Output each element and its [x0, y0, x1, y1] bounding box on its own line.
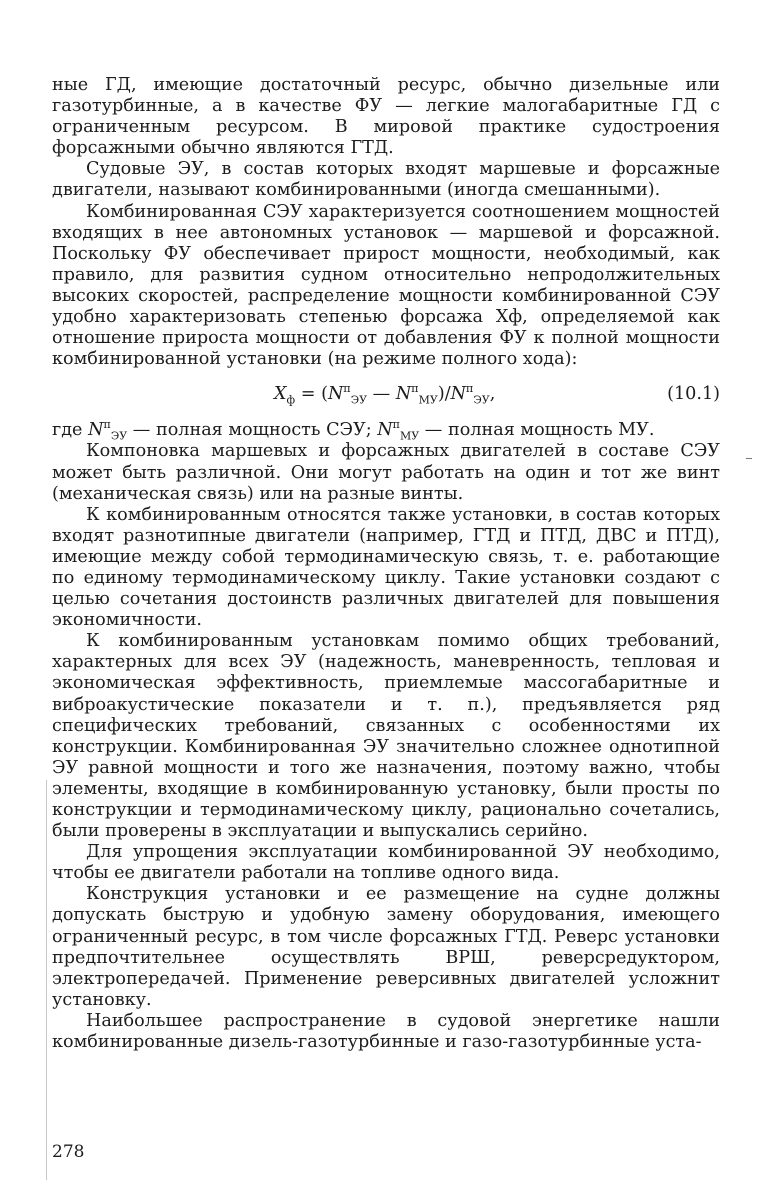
- formula-eq: = (: [295, 384, 328, 405]
- formula-n3-sub: ЭУ: [473, 393, 490, 407]
- formula-n1-sup: п: [343, 382, 351, 396]
- margin-dash-mark: [746, 458, 752, 459]
- formula-end: ,: [489, 384, 496, 405]
- where-n1-sub: ЭУ: [110, 429, 128, 443]
- paragraph-5: К комбинированным относятся также установки, в состав которых входят разнотипные двигатели (например, ГТД и ПТД, ДВС и ПТД), имеющие между собой термодинамическую связь, т. е. работающие по единому термодинамическому циклу. Такие установки создают с целью сочетания достоинств различных двигателей для повышения экономичности.: [52, 504, 720, 631]
- page-number: 278: [52, 1142, 85, 1162]
- formula-n2-sup: п: [411, 382, 419, 396]
- formula-n2: N: [395, 384, 412, 405]
- formula-n1-sub: ЭУ: [350, 393, 368, 407]
- paragraph-8: Конструкция установки и ее размещение на судне должны допускать быструю и удобную замену оборудования, имеющего ограниченный ресурс, в том числе форсажных ГТД. Реверс установки предпочтительнее осуществлять ВРШ, реверсредуктором, электропередачей. Применение реверсивных двигателей усложнит установку.: [52, 884, 720, 1010]
- formula-n2-sub: МУ: [418, 393, 438, 407]
- formula-lhs: X: [274, 384, 287, 405]
- paragraph-4: Компоновка маршевых и форсажных двигателей в составе СЭУ может быть различной. Они могут работать на один и тот же винт (механическая связь) или на разные винты.: [52, 441, 720, 504]
- where-n2-sup: п: [392, 418, 400, 432]
- formula-minus: —: [367, 384, 396, 405]
- where-n2-sub: МУ: [400, 429, 420, 443]
- paragraph-3: Комбинированная СЭУ характеризуется соотношением мощностей входящих в нее автономных установок — маршевой и форсажной. Поскольку ФУ обеспечивает прирост мощности, необходимый, как правило, для развития судном относительно непродолжительных высоких скоростей, распределение мощности комбинированной СЭУ удобно характеризовать степенью форсажа Xф, определяемой как отношение прироста мощности от добавления ФУ к полной мощности комбинированной установки (на режиме полного хода):: [52, 201, 720, 370]
- paragraph-1: ные ГД, имеющие достаточный ресурс, обычно дизельные или газотурбинные, а в качестве ФУ — легкие малогабаритные ГД с ограниченным ресурсом. В мировой практике судостроения форсажными обычно являются ГТД.: [52, 75, 720, 159]
- where-n2: N: [377, 420, 393, 441]
- formula-close: )/: [437, 384, 451, 405]
- equation-number: (10.1): [667, 384, 720, 405]
- paragraph-7: Для упрощения эксплуатации комбинированной ЭУ необходимо, чтобы ее двигатели работали на топливе одного вида.: [52, 842, 720, 884]
- formula-expression: [274, 384, 495, 405]
- paragraph-6: К комбинированным установкам помимо общих требований, характерных для всех ЭУ (надежность, маневренность, тепловая и экономическая эффективность, приемлемые массогабаритные и виброакустические показатели и т. п.), предъявляется ряд специфических требований, связанных с особенностями их конструкции. Комбинированная ЭУ значительно сложнее однотипной ЭУ равной мощности и того же назначения, поэтому важно, чтобы элементы, входящие в комбинированную установку, были просты по конструкции и термодинамическому циклу, рационально сочетались, были проверены в эксплуатации и выпускались серийно.: [52, 631, 720, 842]
- where-start: где: [52, 420, 89, 441]
- where-mid: — полная мощность СЭУ;: [127, 420, 378, 441]
- margin-scan-line: [46, 780, 47, 1180]
- formula-n3-sup: п: [466, 382, 474, 396]
- formula-n3: N: [450, 384, 467, 405]
- paragraph-2: Судовые ЭУ, в состав которых входят маршевые и форсажные двигатели, называют комбинированными (иногда смешанными).: [52, 159, 720, 201]
- where-n1: N: [88, 420, 104, 441]
- formula-explanation: [52, 420, 720, 441]
- where-end: — полная мощность МУ.: [419, 420, 655, 441]
- page-text-body: [52, 75, 720, 1053]
- formula-lhs-sub: ф: [286, 393, 296, 407]
- where-n1-sup: п: [103, 418, 111, 432]
- formula-10-1: [52, 374, 720, 418]
- formula-n1: N: [327, 384, 344, 405]
- paragraph-9: Наибольшее распространение в судовой энергетике нашли комбинированные дизель-газотурбинные и газо-газотурбинные уста-: [52, 1010, 720, 1053]
